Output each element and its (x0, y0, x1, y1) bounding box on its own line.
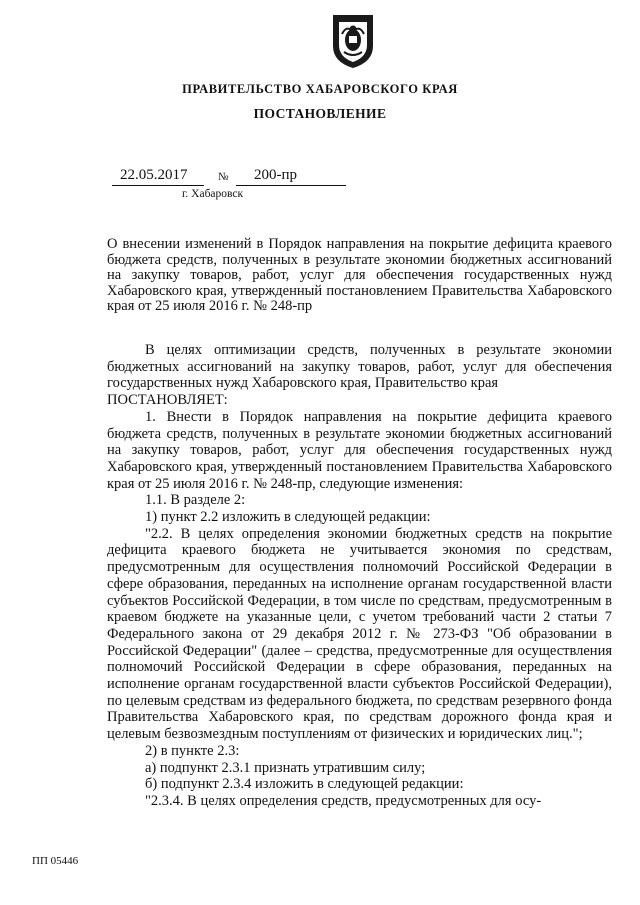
body-paragraph: В целях оптимизации средств, полученных в результате экономии бюджетных ассигнований на закупку товаров, работ, услуг для обеспечения государственных нужд Хабаровского края, Правительство края (107, 342, 612, 392)
body-paragraph: 2) в пункте 2.3: (145, 742, 240, 759)
document-body (107, 342, 612, 810)
document-number: 200-пр (236, 167, 346, 186)
body-paragraph: 1) пункт 2.2 изложить в следующей редакции: (145, 509, 431, 526)
document-city: г. Хабаровск (182, 188, 244, 200)
body-paragraph: 1. Внести в Порядок направления на покрытие дефицита краевого бюджета средств, полученных в результате экономии бюджетных ассигнований на закупку товаров, работ, услуг для обеспечения государственных нужд Хабаровского края, утвержденный постановлением Правительства Хабаровского края от 25 июля 2016 г. № 248-пр, следующие изменения: (107, 408, 612, 492)
body-paragraph: 1.1. В разделе 2: (145, 492, 246, 509)
body-paragraph: а) подпункт 2.3.1 признать утратившим силу; (145, 759, 426, 776)
document-subject: О внесении изменений в Порядок направления на покрытие дефицита краевого бюджета средств, полученных в результате экономии бюджетных ассигнований на закупку товаров, работ, услуг для обеспечения государственных нужд Хабаровского края, утвержденный постановлением Правительства Хабаровского края от 25 июля 2016 г. № 248-пр (107, 236, 612, 315)
government-title: ПРАВИТЕЛЬСТВО ХАБАРОВСКОГО КРАЯ (182, 82, 458, 96)
footer-code: ПП 05446 (32, 855, 79, 867)
body-paragraph: "2.2. В целях определения экономии бюджетных средств на покрытие дефицита краевого бюджета не учитывается экономия по средствам, предусмотренным для осуществления полномочий Российской Федерации в сфере образования, переданных на исполнение органам государственной власти субъектов Российской Федерации, в том числе по средствам, предусмотренным в краевом бюджете на указанные цели, с учетом требований части 2 статьи 7 Федерального закона от 29 декабря 2012 г. № 273-ФЗ "Об образовании в Российской Федерации" (далее – средства, предусмотренные для осуществления полномочий Российской Федерации в сфере образования, переданных на исполнение органам государственной власти субъектов Российской Федерации), по целевым средствам из федерального бюджета, по средствам резервного фонда Правительства Хабаровского края, по средствам дорожного фонда края и целевым безвозмездным поступлениям от физических и юридических лиц."; (107, 525, 612, 743)
document-date: 22.05.2017 (112, 167, 204, 186)
body-paragraph: б) подпункт 2.3.4 изложить в следующей редакции: (145, 776, 464, 793)
document-type-title: ПОСТАНОВЛЕНИЕ (253, 106, 387, 121)
coat-of-arms-icon (330, 12, 376, 70)
number-sign: № (218, 171, 229, 183)
body-paragraph-resolve: ПОСТАНОВЛЯЕТ: (107, 392, 228, 409)
body-paragraph: "2.3.4. В целях определения средств, предусмотренных для осу- (145, 792, 542, 809)
